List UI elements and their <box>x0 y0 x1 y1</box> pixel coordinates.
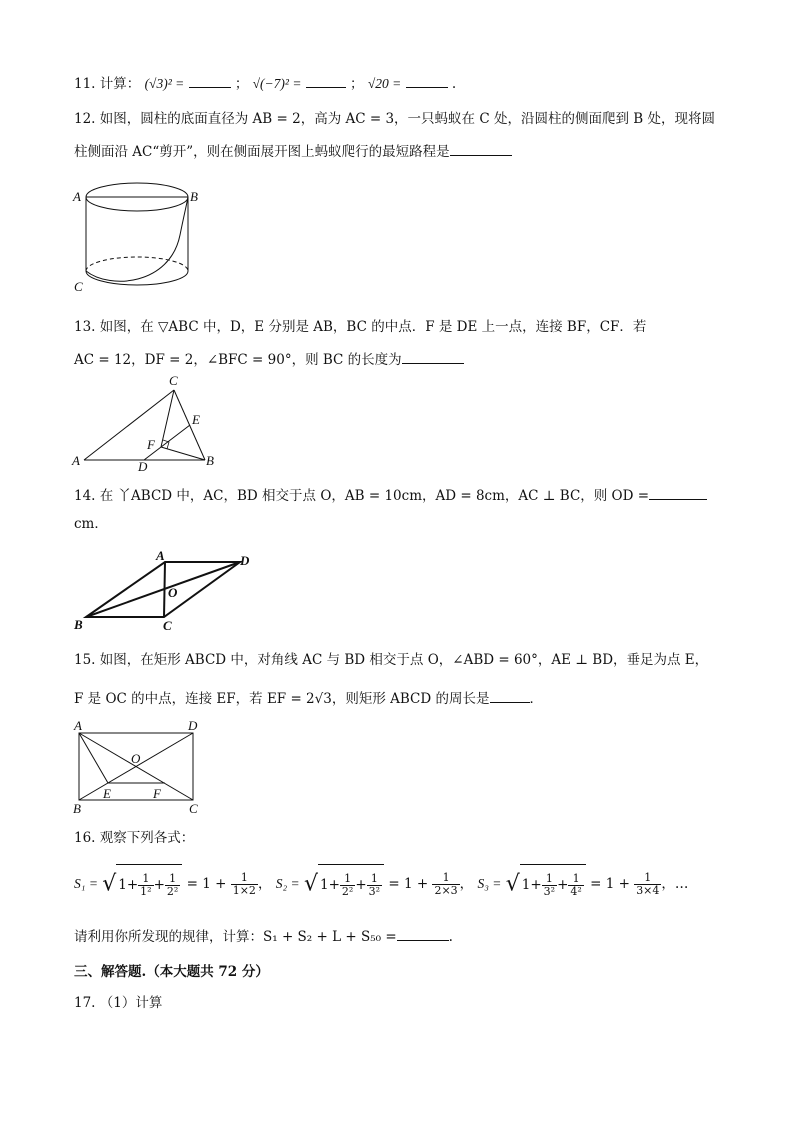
s3-d1: 3² <box>543 885 556 898</box>
s3-rd: 3×4 <box>636 884 660 897</box>
s3-sqrt: 1+ $\frac{1}{\text{3²}}$ + $\frac{1}{\text{4²}}$ <box>520 864 586 905</box>
s1-name: S₁ = <box>74 876 98 891</box>
s3-mid: = 1 + <box>590 876 630 892</box>
q11-line <box>74 73 456 93</box>
rect-label-d: D <box>188 718 198 733</box>
cylinder-bottom-back <box>86 257 188 271</box>
q11-expr3: √20 = <box>367 76 402 91</box>
q12-cylinder-figure <box>70 175 200 300</box>
side-ac <box>84 390 174 460</box>
cyl-label-b: B <box>190 189 198 204</box>
s1-sep: ， <box>257 876 272 892</box>
rect-label-o: O <box>131 751 141 766</box>
s2-n2: 1 <box>367 873 382 886</box>
q11-answer-blank-1[interactable] <box>189 73 231 88</box>
s1-d1: 1² <box>140 885 152 898</box>
q17-line: 17. （1）计算 <box>74 995 163 1011</box>
para-label-d: D <box>240 553 250 568</box>
rect-label-a: A <box>74 718 82 733</box>
s1-n2: 1 <box>165 873 180 886</box>
q16-line3-end: . <box>448 929 453 945</box>
q12-line2 <box>74 141 512 161</box>
q11-sep2: ； <box>350 76 364 92</box>
para-label-o: O <box>168 585 178 600</box>
diagonal-bd <box>86 562 240 617</box>
q14-answer-blank[interactable] <box>649 485 707 500</box>
s3-d2: 4² <box>570 885 582 898</box>
q13-answer-blank[interactable] <box>402 349 464 364</box>
q16-formulas <box>74 864 688 904</box>
rect-label-f: F <box>153 786 161 801</box>
q13-line1: 13. 如图，在 ▽ABC 中，D，E 分别是 AB，BC 的中点．F 是 DE 上一点，连接 BF，CF．若 <box>74 319 647 335</box>
q14-line1 <box>74 485 707 505</box>
tri-label-b: B <box>206 453 214 468</box>
s1-rn: 1 <box>231 872 258 885</box>
q16-answer-blank[interactable] <box>397 926 449 941</box>
tri-label-f: F <box>147 437 155 452</box>
s1-sqrt: 1+ $\frac{1}{\text{1²}}$ + $\frac{1}{\text{2²}}$ <box>116 864 182 905</box>
rect-label-b: B <box>73 801 81 816</box>
q11-end: . <box>451 76 457 92</box>
q12-line1: 12. 如图，圆柱的底面直径为 AB = 2，高为 AC = 3，一只蚂蚁在 C 处，沿圆柱的侧面爬到 B 处，现将圆 <box>74 111 715 127</box>
q11-label: 11. 计算： <box>74 76 141 92</box>
s1-rd: 1×2 <box>232 884 256 897</box>
q12-answer-blank[interactable] <box>450 141 512 156</box>
para-label-c: C <box>163 618 172 633</box>
s3-n2: 1 <box>568 873 583 886</box>
s1-d2: 2² <box>166 885 179 898</box>
s1-n1: 1 <box>138 873 153 886</box>
q13-line2 <box>74 349 464 369</box>
tri-label-d: D <box>138 459 148 474</box>
tri-label-e: E <box>192 412 200 427</box>
s2-n1: 1 <box>340 873 355 886</box>
ant-path-curve <box>86 197 188 281</box>
q15-answer-blank[interactable] <box>490 688 530 703</box>
q16-line1: 16. 观察下列各式： <box>74 830 195 846</box>
s1-radical: √ <box>102 871 117 897</box>
q11-answer-blank-2[interactable] <box>306 73 346 88</box>
tri-label-c: C <box>169 373 178 388</box>
q16-line3-text: 请利用你所发现的规律，计算：S₁ + S₂ + L + S₅₀ = <box>74 929 397 945</box>
s2-d2: 3² <box>368 885 381 898</box>
q16-line3 <box>74 926 453 946</box>
q15-line2-end: ． <box>529 691 543 707</box>
q14-line2: cm． <box>74 516 108 532</box>
s2-sqrt: 1+ $\frac{1}{\text{2²}}$ + $\frac{1}{\text{3²}}$ <box>318 864 384 905</box>
s3-radical: √ <box>505 871 520 897</box>
cyl-label-a: A <box>73 189 81 204</box>
q11-expr1: (√3)² = <box>144 76 185 91</box>
s2-sep: ， <box>459 876 474 892</box>
s3-rn: 1 <box>634 872 661 885</box>
q13-triangle-figure <box>70 372 220 472</box>
tri-label-a: A <box>72 453 80 468</box>
segment-ae <box>79 733 108 783</box>
q11-sep1: ； <box>234 76 249 92</box>
s3-name: S₃ = <box>477 876 502 891</box>
q13-line2-text: AC = 12，DF = 2，∠BFC = 90°，则 BC 的长度为 <box>74 352 402 368</box>
rect-label-c: C <box>189 801 198 816</box>
cyl-label-c: C <box>74 279 83 294</box>
section-3-heading: 三、解答题.（本大题共 72 分） <box>74 964 269 980</box>
q14-parallelogram-figure <box>70 550 260 635</box>
q11-expr2: √(−7)² = <box>252 76 302 91</box>
q15-line2 <box>74 688 543 708</box>
q16-tail: ，… <box>661 876 689 892</box>
s2-name: S₂ = <box>275 876 300 891</box>
q15-rectangle-figure <box>70 718 210 818</box>
q12-line2-text: 柱侧面沿 AC“剪开”，则在侧面展开图上蚂蚁爬行的最短路程是 <box>74 144 450 160</box>
s2-rd: 2×3 <box>434 884 458 897</box>
s3-n1: 1 <box>542 873 557 886</box>
q11-answer-blank-3[interactable] <box>406 73 448 88</box>
q15-line2-text: F 是 OC 的中点，连接 EF，若 EF = 2√3，则矩形 ABCD 的周长是 <box>74 691 490 707</box>
s2-mid: = 1 + <box>388 876 429 892</box>
q14-line1-text: 14. 在 丫ABCD 中，AC，BD 相交于点 O，AB = 10cm，AD = 8cm，AC ⊥ BC，则 OD = <box>74 488 650 504</box>
para-label-a: A <box>156 548 165 563</box>
para-label-b: B <box>74 617 83 632</box>
cylinder-bottom-front <box>86 271 188 285</box>
q15-line1: 15. 如图，在矩形 ABCD 中，对角线 AC 与 BD 相交于点 O，∠ABD = 60°，AE ⊥ BD，垂足为点 E， <box>74 652 709 668</box>
s2-rn: 1 <box>432 872 459 885</box>
segment-bf <box>161 447 205 460</box>
rect-label-e: E <box>103 786 111 801</box>
s2-radical: √ <box>303 871 318 897</box>
s2-d1: 2² <box>341 885 354 898</box>
s1-mid: = 1 + <box>186 876 227 892</box>
